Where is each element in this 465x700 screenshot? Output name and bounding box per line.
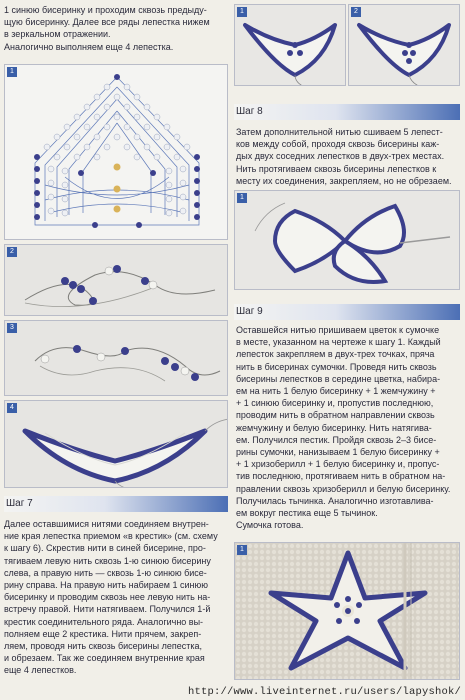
joined-petals-graphic xyxy=(235,191,460,290)
figure-4-photo xyxy=(4,400,228,488)
text-line: 1 синюю бисеринку и проходим сквозь предыду- xyxy=(4,5,207,15)
figure-number: 3 xyxy=(7,323,17,333)
step-9-text xyxy=(236,324,464,531)
beaded-petal-graphic xyxy=(349,5,460,86)
bead-scheme-graphic xyxy=(5,65,228,240)
step-9-header xyxy=(234,304,460,320)
figure-number: 2 xyxy=(7,247,17,257)
beaded-petal-graphic xyxy=(5,401,228,488)
figure-right-2-photo xyxy=(348,4,460,86)
step-title: Шаг 9 xyxy=(236,306,263,317)
text-line: Сумочка готова. xyxy=(236,520,304,531)
text-line: полняем еще 2 крестика. Нити прячем, закреп- xyxy=(4,628,202,639)
figure-2-photo xyxy=(4,244,228,316)
thread-with-beads-graphic xyxy=(5,245,228,316)
figure-number: 2 xyxy=(351,7,361,17)
text-line: + 1 синюю бисеринку и, пропустив последнюю, xyxy=(236,398,434,409)
step-title: Шаг 7 xyxy=(6,498,33,509)
text-line: бисерины лепестков в середине цветка, набира- xyxy=(236,373,441,384)
text-line: к шагу 6). Скрестив нити в синей бисерине, про- xyxy=(4,543,206,554)
step-8-text xyxy=(236,126,464,187)
text-line: лепесток закрепляем в двух-трех точках, пряча xyxy=(236,349,435,360)
text-line: ние края лепестка приемом «в крестик» (см. схему xyxy=(4,531,218,542)
text-line: крестик соединительного ряда. Аналогично вы- xyxy=(4,616,204,627)
figure-number: 4 xyxy=(7,403,17,413)
text-line: Аналогично выполняем еще 4 лепестка. xyxy=(4,41,174,52)
figure-3-photo xyxy=(4,320,228,396)
text-line: Нить протягиваем сквозь бисерины лепестков к xyxy=(236,163,437,174)
text-line: жемчужину и белую бисеринку. Нить натягива- xyxy=(236,422,432,433)
text-line: ляем, проводя нить сквозь бисерины лепестка, xyxy=(4,641,203,652)
text-line: проводим нить в обратном направлении сквозь xyxy=(236,410,435,421)
text-line: бисеринку и проводим сквозь нее левую нить на- xyxy=(4,592,211,603)
step-8-photo xyxy=(234,190,460,290)
text-line: еще 4 лепестков. xyxy=(4,665,77,676)
text-line: + 1 хризоберилл + 1 белую бисеринку и, пропус- xyxy=(236,459,440,470)
text-line: и обрезаем. Так же соединяем внутренние края xyxy=(4,653,205,664)
step-title: Шаг 8 xyxy=(236,106,263,117)
beaded-flower-on-bag-graphic xyxy=(235,543,460,680)
text-line: месту их соединения, закрепляем, но не обрезаем. xyxy=(236,175,452,186)
text-line: слева, а правую нить — сквозь 1-ю синюю бисе- xyxy=(4,567,207,578)
figure-number: 1 xyxy=(7,67,17,77)
text-line: правлении сквозь хризоберилл и белую бисеринку. xyxy=(236,483,451,494)
figure-number: 1 xyxy=(237,7,247,17)
text-line: щую бисеринку. Далее все ряды лепестка нижем xyxy=(4,17,210,28)
step-7-text xyxy=(4,518,232,677)
text-line: рину справа. На правую нить набираем 1 синюю xyxy=(4,580,208,591)
step-9-photo xyxy=(234,542,460,680)
source-url-watermark: http://www.liveinternet.ru/users/lapyshok/ xyxy=(187,686,461,698)
text-line: Получилась тычинка. Аналогично изготавлива- xyxy=(236,495,434,506)
text-line: ем. Получился пестик. Пройдя сквозь 2–3 бисе- xyxy=(236,434,437,445)
text-line: ков между собой, проходя сквозь бисерины каж- xyxy=(236,139,440,150)
beaded-petal-graphic xyxy=(235,5,346,86)
text-line: встречу правой. Нити натягиваем. Получился 1-й xyxy=(4,604,211,615)
text-line: рины сумочки, нанизываем 1 белую бисеринку + xyxy=(236,447,440,458)
text-line: тив последнюю, протягиваем нить в обратном на- xyxy=(236,471,446,482)
figure-1-bead-diagram xyxy=(4,64,228,240)
text-line: дых двух соседних лепестков в двух-трех местах. xyxy=(236,151,445,162)
text-line: в месте, указанном на чертеже к шагу 1. Каждый xyxy=(236,337,441,348)
text-line: нить в бисеринах сумочки. Проведя нить сквозь xyxy=(236,361,437,372)
text-line: Оставшейся нитью пришиваем цветок к сумочке xyxy=(236,325,440,335)
text-line: Затем дополнительной нитью сшиваем 5 лепест- xyxy=(236,127,443,137)
figure-number: 1 xyxy=(237,545,247,555)
step-7-header xyxy=(4,496,228,512)
intro-text xyxy=(4,4,232,53)
text-line: тягиваем левую нить сквозь 1-ю синюю бисерину xyxy=(4,555,211,566)
text-line: ем на нить 1 белую бисеринку + 1 жемчужину + xyxy=(236,386,436,397)
thread-with-beads-graphic xyxy=(5,321,228,396)
figure-right-1-photo xyxy=(234,4,346,86)
text-line: ем вокруг пестика еще 5 тычинок. xyxy=(236,508,378,519)
figure-number: 1 xyxy=(237,193,247,203)
step-8-header xyxy=(234,104,460,120)
text-line: в зеркальном отражении. xyxy=(4,29,111,40)
text-line: Далее оставшимися нитями соединяем внутрен- xyxy=(4,519,209,529)
